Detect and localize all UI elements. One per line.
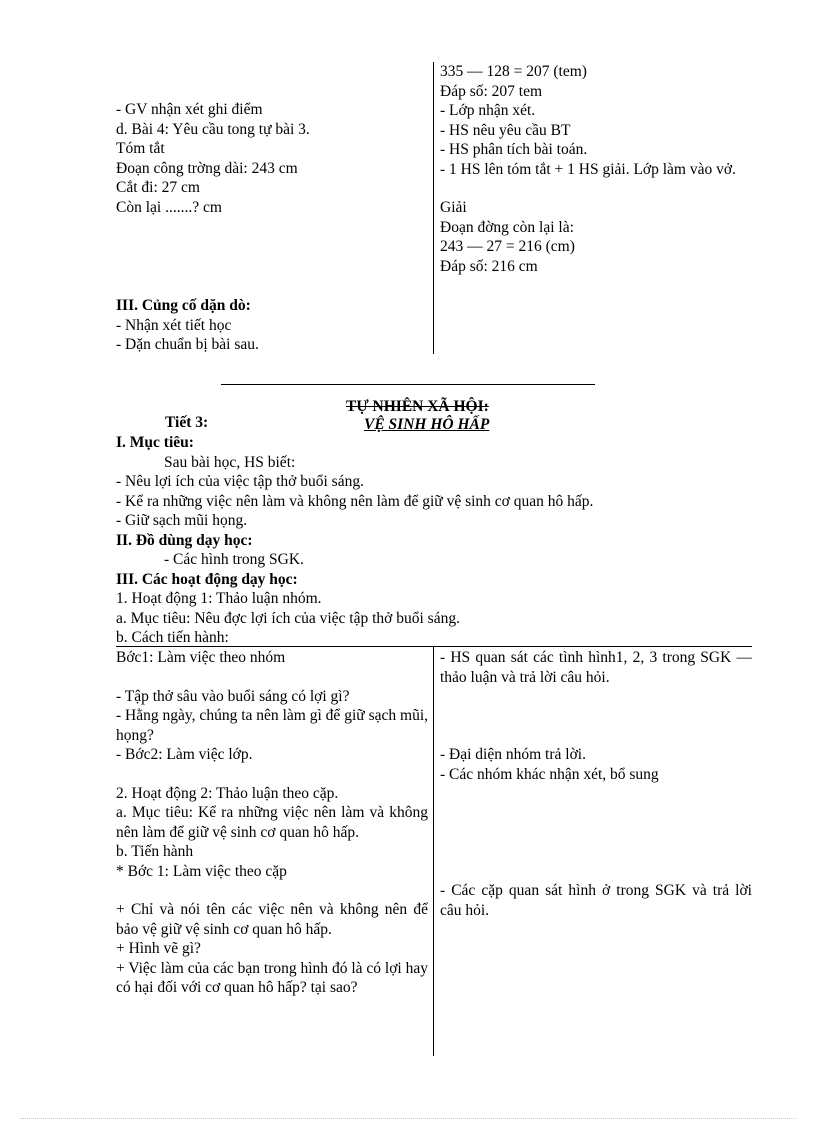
student-response: - Đại diện nhóm trả lời. bbox=[440, 746, 586, 763]
materials-heading: II. Đồ dùng dạy học: bbox=[116, 531, 253, 549]
solution-label: Giải bbox=[440, 199, 467, 216]
subject-title: TỰ NHIÊN XÃ HỘI: bbox=[346, 398, 489, 415]
teacher-grading-line: - GV nhận xét ghi điểm bbox=[116, 101, 263, 118]
objectives-heading: I. Mục tiêu: bbox=[116, 434, 194, 451]
objectives-block bbox=[116, 433, 593, 648]
cut-off-line: Cắt đi: 27 cm bbox=[116, 179, 200, 196]
activity2-goal: a. Mục tiêu: Kể ra những việc nên làm và không nên làm để giữ vệ sinh cơ quan hô hấp. bbox=[116, 804, 428, 841]
student-response: - HS quan sát các tình hình1, 2, 3 trong SGK — thảo luận và trả lời câu hỏi. bbox=[440, 649, 752, 686]
activity2-question: + Chỉ và nói tên các việc nên và không nên để bảo vệ giữ vệ sinh cơ quan hô hấp. bbox=[116, 901, 428, 938]
step2-label: - Bớc2: Làm việc lớp. bbox=[116, 746, 253, 763]
activity2-step1: * Bớc 1: Làm việc theo cặp bbox=[116, 862, 287, 880]
solution-answer: Đáp số: 216 cm bbox=[440, 257, 538, 275]
objectives-intro: Sau bài học, HS biết: bbox=[164, 453, 296, 471]
consolidation-item: - Nhận xét tiết học bbox=[116, 316, 232, 334]
table2-right-column-2 bbox=[440, 745, 752, 784]
right-note: - 1 HS lên tóm tắt + 1 HS giải. Lớp làm vào vở. bbox=[440, 160, 736, 178]
right-note: - HS phân tích bài toán. bbox=[440, 141, 588, 158]
student-response: - Các cặp quan sát hình ở trong SGK và trả lời câu hỏi. bbox=[440, 882, 752, 919]
student-response: - Các nhóm khác nhận xét, bổ sung bbox=[440, 765, 659, 783]
table2-right-column bbox=[440, 648, 752, 687]
answer-line: Đáp số: 207 tem bbox=[440, 82, 543, 100]
question: - Tập thở sâu vào buổi sáng có lợi gì? bbox=[116, 687, 350, 705]
activities-heading: III. Các hoạt động dạy học: bbox=[116, 570, 298, 588]
table2-divider bbox=[433, 647, 434, 1056]
objective-item: - Kể ra những việc nên làm và không nên làm để giữ vệ sinh cơ quan hô hấp. bbox=[116, 492, 594, 510]
activity1-goal: a. Mục tiêu: Nêu đợc lợi ích của việc tập thở buổi sáng. bbox=[116, 609, 460, 627]
activity2-procedure: b. Tiến hành bbox=[116, 843, 194, 860]
period-text: Tiết 3: bbox=[165, 414, 209, 431]
consolidation-section bbox=[116, 296, 428, 355]
activity2-title: 2. Hoạt động 2: Thảo luận theo cặp. bbox=[116, 784, 339, 802]
section-separator bbox=[221, 384, 595, 385]
table1-right-column bbox=[440, 62, 752, 276]
activity2-question: + Hình vẽ gì? bbox=[116, 940, 201, 957]
remaining-line: Còn lại .......? cm bbox=[116, 198, 222, 216]
materials-item: - Các hình trong SGK. bbox=[164, 551, 304, 568]
lesson-title-text: VỆ SINH HÔ HẤP bbox=[364, 416, 490, 433]
objective-item: - Nêu lợi ích của việc tập thở buổi sáng. bbox=[116, 473, 364, 490]
period-label bbox=[165, 413, 208, 433]
page-footer-rule bbox=[20, 1118, 796, 1119]
table2-right-column-3 bbox=[440, 881, 752, 920]
activity1-procedure: b. Cách tiến hành: bbox=[116, 629, 229, 646]
question: - Hằng ngày, chúng ta nên làm gì để giữ sạch mũi, họng? bbox=[116, 707, 428, 744]
table1-divider bbox=[433, 62, 434, 354]
consolidation-heading: III. Củng cố dặn dò: bbox=[116, 297, 251, 314]
calculation-line: 335 — 128 = 207 (tem) bbox=[440, 63, 587, 80]
solution-line: Đoạn đờng còn lại là: bbox=[440, 218, 574, 236]
right-note: - Lớp nhận xét. bbox=[440, 102, 536, 119]
step1-label: Bớc1: Làm việc theo nhóm bbox=[116, 649, 286, 666]
lesson-title bbox=[364, 415, 489, 435]
summary-label: Tóm tắt bbox=[116, 140, 165, 157]
subject-heading bbox=[346, 397, 489, 417]
consolidation-item: - Dặn chuẩn bị bài sau. bbox=[116, 336, 259, 353]
exercise4-line: d. Bài 4: Yêu cầu tong tự bài 3. bbox=[116, 120, 310, 138]
road-length-line: Đoạn công trờng dài: 243 cm bbox=[116, 159, 298, 177]
activity1-title: 1. Hoạt động 1: Thảo luận nhóm. bbox=[116, 590, 322, 607]
right-note: - HS nêu yêu cầu BT bbox=[440, 121, 571, 139]
table2-top-rule bbox=[116, 646, 752, 647]
solution-calculation: 243 — 27 = 216 (cm) bbox=[440, 238, 575, 255]
activity2-question: + Việc làm của các bạn trong hình đó là có lợi hay có hại đối với cơ quan hô hấp? tại sao? bbox=[116, 959, 428, 996]
table1-left-column bbox=[116, 100, 428, 217]
objective-item: - Giữ sạch mũi họng. bbox=[116, 512, 248, 529]
table2-left-column bbox=[116, 648, 428, 998]
